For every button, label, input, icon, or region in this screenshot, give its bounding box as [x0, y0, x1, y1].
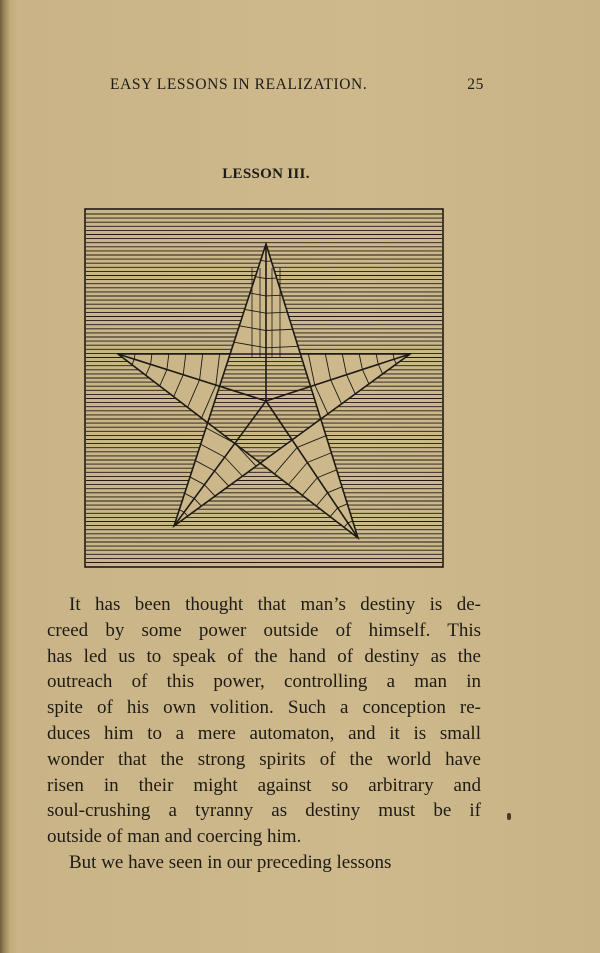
- text-line: risen in their might against so arbitrary and: [47, 774, 481, 796]
- ink-speck: [507, 813, 511, 820]
- text-line: has led us to speak of the hand of destiny as the: [47, 645, 481, 667]
- text-line: wonder that the strong spirits of the world have: [47, 748, 481, 770]
- page-number: 25: [467, 76, 484, 93]
- pentagram-figure: [84, 208, 444, 568]
- lesson-title: LESSON III.: [222, 166, 310, 182]
- text-line: But we have seen in our preceding lessons: [69, 851, 392, 873]
- text-line: It has been thought that man’s destiny is de-: [69, 594, 481, 615]
- running-head: EASY LESSONS IN REALIZATION.: [110, 76, 368, 93]
- text-line: spite of his own volition. Such a conception re-: [47, 697, 481, 719]
- text-line: outside of man and coercing him.: [47, 826, 302, 848]
- star-ray: [174, 401, 266, 526]
- text-line: duces him to a mere automaton, and it is small: [47, 722, 481, 744]
- body-text: [47, 592, 481, 876]
- text-line: creed by some power outside of himself. This: [47, 619, 481, 641]
- page-header: [110, 76, 484, 98]
- ruled-background: [86, 214, 442, 563]
- text-line: outreach of this power, controlling a man in: [47, 671, 481, 693]
- text-line: soul-crushing a tyranny as destiny must be if: [47, 800, 481, 822]
- pentagram-in-ruled-square-icon: [84, 208, 444, 568]
- page-gutter: [0, 0, 10, 953]
